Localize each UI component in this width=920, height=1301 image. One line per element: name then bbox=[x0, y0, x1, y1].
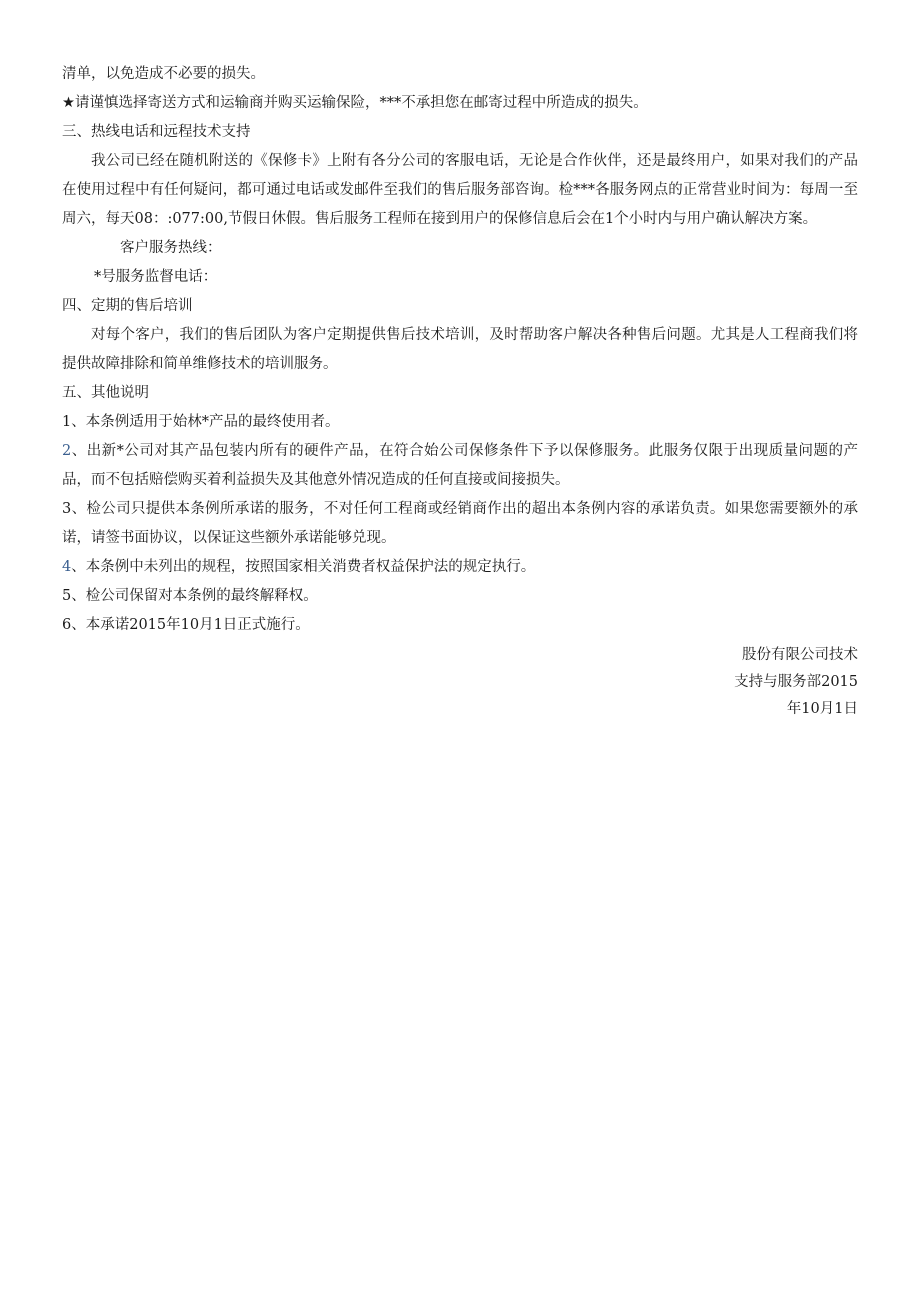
list-item-text: 、出新*公司对其产品包装内所有的硬件产品，在符合始公司保修条件下予以保修服务。此服务仅限于出现质量问题的产品，而不包括赔偿购买着利益损失及其他意外情况造成的任何直接或间接损失。 bbox=[62, 443, 858, 488]
list-item-number: 1 bbox=[62, 414, 72, 430]
signature-line3: 年10月1日 bbox=[786, 701, 858, 717]
shipping-notice-text: 请谨慎选择寄送方式和运输商并购买运输保险，***不承担您在邮寄过程中所造成的损失。 bbox=[75, 95, 648, 111]
list-item bbox=[62, 611, 858, 640]
list-item bbox=[62, 437, 858, 495]
supervision-label: *号服务监督电话： bbox=[94, 269, 218, 285]
list-item-text: 、检公司保留对本条例的最终解释权。 bbox=[71, 588, 318, 604]
list-item bbox=[62, 553, 858, 582]
list-item bbox=[62, 582, 858, 611]
star-icon: ★ bbox=[62, 95, 75, 111]
section3-paragraph: 我公司已经在随机附送的《保修卡》上附有各分公司的客服电话，无论是合作伙伴，还是最终用户，如果对我们的产品在使用过程中有任何疑问，都可通过电话或发邮件至我们的售后服务部咨询。检***各服务网点的正常营业时间为：每周一至周六，每天08：:077:00,节假日休假。售后服务工程师在接到用户的保修信息后会在1个小时内与用户确认解决方案。 bbox=[62, 153, 858, 227]
section5-heading: 五、其他说明 bbox=[62, 385, 149, 401]
section3-heading: 三、热线电话和远程技术支持 bbox=[62, 124, 251, 140]
list-item-number: 3 bbox=[62, 501, 72, 517]
list-item-number: 2 bbox=[62, 443, 72, 459]
document-page bbox=[62, 60, 858, 723]
signature-line2: 支持与服务部2015 bbox=[734, 674, 858, 690]
list-item-text: 、本条例适用于始林*产品的最终使用者。 bbox=[71, 414, 340, 430]
list-item-text: 、本承诺2015年10月1日正式施行。 bbox=[71, 617, 310, 633]
list-item-text: 、检公司只提供本条例所承诺的服务，不对任何工程商或经销商作出的超出本条例内容的承诺负责。如果您需要额外的承诺，请签书面协议，以保证这些额外承诺能够兑现。 bbox=[62, 501, 858, 546]
signature-line1: 股份有限公司技术 bbox=[742, 647, 858, 663]
list-item-number: 5 bbox=[62, 588, 72, 604]
list-item-number: 6 bbox=[62, 617, 72, 633]
list-item-text: 、本条例中未列出的规程，按照国家相关消费者权益保护法的规定执行。 bbox=[71, 559, 536, 575]
hotline-label: 客户服务热线： bbox=[120, 240, 222, 256]
section4-heading: 四、定期的售后培训 bbox=[62, 298, 193, 314]
list-item-number: 4 bbox=[62, 559, 72, 575]
section4-paragraph: 对每个客户，我们的售后团队为客户定期提供售后技术培训，及时帮助客户解决各种售后问题。尤其是人工程商我们将提供故障排除和简单维修技术的培训服务。 bbox=[62, 327, 858, 372]
list-item bbox=[62, 495, 858, 553]
list-item bbox=[62, 408, 858, 437]
signature-block bbox=[62, 642, 858, 723]
shipping-notice bbox=[62, 89, 858, 118]
top-line: 清单，以免造成不必要的损失。 bbox=[62, 66, 265, 82]
